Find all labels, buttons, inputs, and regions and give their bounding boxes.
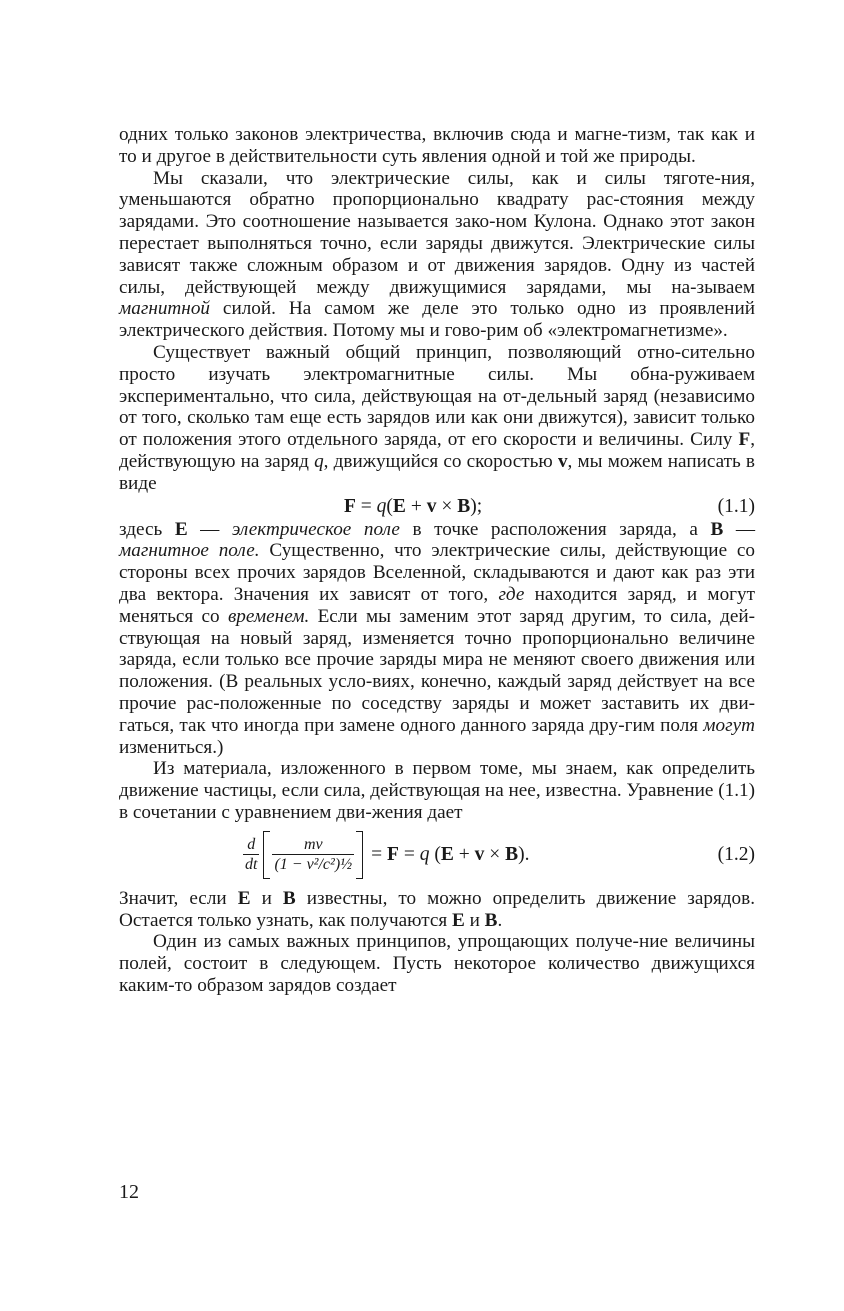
derivative-fraction xyxy=(243,836,259,874)
paragraph-3-text-c: , движущийся со скоростью xyxy=(323,450,558,472)
p4-text-d: Если мы заменим этот заряд другим, то сила, дей-ствующая на новый заряд, изменяется точно пропорционально величине заряда, если только все прочие заряды мира не меняют своего движения или положения. (В реальных усло-виях, конечно, каждый заряд действует на все прочие рас-положенные по соседству заряды и может заставить их дви-гаться, так что иногда при замене одного данного заряда дру-гим поля xyxy=(119,605,756,736)
equation-1-1 xyxy=(119,495,755,519)
equation-1-2-expression xyxy=(243,826,529,884)
p6-B: B xyxy=(282,887,296,909)
p6-E: E xyxy=(237,887,251,909)
eq1-v: v xyxy=(426,495,437,517)
symbol-F: F xyxy=(738,429,751,451)
eq1-E: E xyxy=(392,495,406,517)
eq2-plus: + xyxy=(453,843,475,865)
eq1-F: F xyxy=(344,495,356,517)
p4-dash2: — xyxy=(723,518,756,540)
paragraph-4 xyxy=(119,519,755,759)
eq2-B: B xyxy=(505,843,519,865)
symbol-q: q xyxy=(314,450,324,472)
p4-text-c: находится заряд, и могут меняться со xyxy=(119,583,756,627)
eq2-close: ). xyxy=(518,843,530,865)
term-magnetic-field: магнитное поле. xyxy=(119,540,260,562)
p4-text-e: измениться.) xyxy=(119,736,224,758)
eq2-q: q xyxy=(419,843,430,865)
eq1-B: B xyxy=(457,495,471,517)
paragraph-2-text-b: силой. На самом же деле это только одно из проявлений электрического действия. Потому мы и гово-рим об «электромагнетизме». xyxy=(119,298,755,342)
eq1-equals: = xyxy=(355,495,377,517)
paragraph-5-text: Из материала, изложенного в первом томе, мы знаем, как определить движение частицы, если сила, действующая на нее, известна. Уравнение (1.1) в сочетании с уравнением дви-жения дает xyxy=(119,758,755,823)
p6-and2: и xyxy=(464,909,485,931)
p4-E: E xyxy=(174,518,188,540)
term-magnetic: магнитной xyxy=(119,298,211,320)
eq2-v: v xyxy=(474,843,485,865)
p4-pre: здесь xyxy=(119,518,175,540)
page-number: 12 xyxy=(119,1181,139,1203)
eq2-equals-1: = xyxy=(371,843,388,865)
p4-mid: в точке расположения заряда, а xyxy=(399,518,711,540)
eq1-open: ( xyxy=(386,495,393,517)
p4-B: B xyxy=(710,518,724,540)
symbol-v: v xyxy=(557,450,568,472)
paragraph-3-text-d: , мы можем написать в виде xyxy=(119,450,755,494)
eq1-plus: + xyxy=(405,495,427,517)
paragraph-7 xyxy=(119,931,755,996)
eq2-d: d xyxy=(247,835,256,853)
paragraph-1 xyxy=(119,124,755,168)
paragraph-5 xyxy=(119,758,755,823)
p6-B2: B xyxy=(484,909,498,931)
left-bracket xyxy=(263,831,270,879)
paragraph-7-text: Один из самых важных принципов, упрощающих получе-ние величины полей, состоит в следующем. Пусть некоторое количество движущихся каким-то образом зарядов создает xyxy=(119,931,755,996)
p6-end: . xyxy=(497,909,503,931)
equation-1-2-rhs xyxy=(371,843,529,867)
p4-text-b: Существенно, что электрические силы, действующие со стороны всех прочих зарядов Вселенной, складываются и дают как раз эти два вектора. Значения их зависят от того, xyxy=(119,540,755,605)
p6-E2: E xyxy=(451,909,465,931)
equation-1-1-expression xyxy=(344,495,482,519)
p4-dash1: — xyxy=(187,518,232,540)
momentum-fraction xyxy=(272,836,354,874)
paragraph-3 xyxy=(119,342,755,495)
eq1-close: ); xyxy=(470,495,483,517)
square-bracket-group xyxy=(263,831,363,879)
eq1-q: q xyxy=(376,495,387,517)
eq2-numerator: mv xyxy=(303,835,323,853)
term-can: могут xyxy=(703,714,755,736)
paragraph-3-text-a: Существует важный общий принцип, позволяющий отно-сительно просто изучать электромагнитные силы. Мы обна-руживаем экспериментально, что сила, действующая на от-дельный заряд (независимо от того, сколько там еще есть зарядов или как они движутся), зависит только от положения этого отдельного заряда, от его скорости и величины. Силу xyxy=(119,341,755,451)
right-bracket xyxy=(356,831,363,879)
paragraph-3-text-b: , действующую на заряд xyxy=(119,429,755,472)
paragraph-6 xyxy=(119,888,755,932)
body-text xyxy=(119,124,755,997)
eq2-dt: dt xyxy=(245,855,258,873)
eq2-E: E xyxy=(440,843,454,865)
equation-1-2 xyxy=(119,826,755,884)
equation-1-1-number: (1.1) xyxy=(717,495,755,517)
paragraph-2 xyxy=(119,168,755,342)
p6-and1: и xyxy=(250,887,283,909)
term-electric-field: электрическое поле xyxy=(231,518,400,540)
eq2-denominator: (1 − v²/c²)½ xyxy=(274,855,353,873)
term-where: где xyxy=(498,583,525,605)
p6-text-b: известны, то можно определить движение зарядов. Остается только узнать, как получаются xyxy=(119,887,756,931)
equation-1-2-number: (1.2) xyxy=(717,843,755,865)
eq2-equals-2: = xyxy=(398,843,420,865)
paragraph-1-text: одних только законов электричества, включив сюда и магне-тизм, так как и то и другое в действительности суть явления одной и той же природы. xyxy=(119,124,755,167)
eq2-cross: × xyxy=(484,843,506,865)
term-time: временем. xyxy=(227,605,310,627)
eq1-cross: × xyxy=(436,495,458,517)
paragraph-2-text-a: Мы сказали, что электрические силы, как и силы тяготе-ния, уменьшаются обратно пропорционально квадрату рас-стояния между зарядами. Это соотношение называется зако-ном Кулона. Однако этот закон перестает выполняться точно, если заряды движутся. Электрические силы зависят также сложным образом и от движения зарядов. Одну из частей силы, действующей между движущимися зарядами, мы на-зываем xyxy=(119,167,755,298)
eq2-F: F xyxy=(387,843,399,865)
eq2-open: ( xyxy=(429,843,441,865)
p6-text-a: Значит, если xyxy=(119,887,238,909)
